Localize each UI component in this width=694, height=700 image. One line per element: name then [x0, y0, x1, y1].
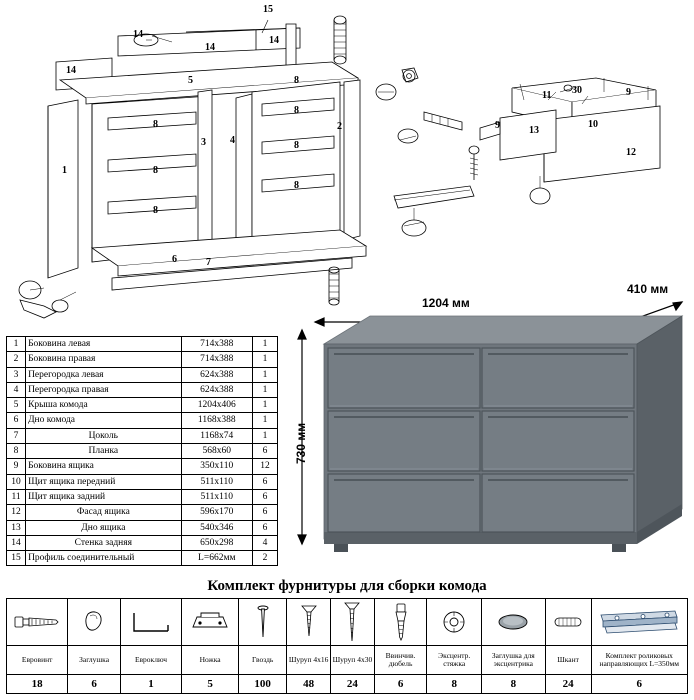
part-dimension: 624х388 [181, 382, 252, 397]
part-name: Дно ящика [26, 520, 182, 535]
exploded-label: 1 [62, 165, 67, 176]
table-row [7, 489, 278, 504]
exploded-label: 8 [153, 165, 158, 176]
hardware-name: Евровинт [7, 646, 68, 675]
part-dimension: 596х170 [181, 505, 252, 520]
part-name: Фасад ящика [26, 505, 182, 520]
nail-icon [239, 599, 287, 646]
exploded-label: 8 [294, 75, 299, 86]
part-quantity: 4 [252, 535, 277, 550]
dresser-svg [282, 286, 692, 576]
hardware-name: Шкант [545, 646, 591, 675]
exploded-label: 8 [294, 140, 299, 151]
cap-icon-svg [79, 607, 109, 637]
part-quantity: 12 [252, 459, 277, 474]
part-name: Боковина правая [26, 352, 182, 367]
hardware-count: 1 [120, 675, 181, 694]
part-dimension: 624х388 [181, 367, 252, 382]
foot-icon-svg [187, 607, 233, 637]
hardware-name: Шуруп 4х30 [331, 646, 375, 675]
exploded-diagram [0, 0, 694, 330]
screw-4x30-icon [331, 599, 375, 646]
part-dimension: 511х110 [181, 474, 252, 489]
hardware-count: 6 [68, 675, 121, 694]
part-number: 5 [7, 398, 26, 413]
cam-cap-icon-svg [494, 609, 532, 635]
exploded-diagram-svg [0, 0, 694, 330]
slide-rail-icon [591, 599, 687, 646]
euro-screw-icon [7, 599, 68, 646]
exploded-label: 8 [153, 119, 158, 130]
exploded-label: 9 [626, 87, 631, 98]
hardware-count: 8 [482, 675, 546, 694]
cam-lock-icon [427, 599, 482, 646]
wooden-dowel-icon-svg [549, 611, 587, 633]
hardware-name: Ввинчив. дюбель [374, 646, 427, 675]
exploded-label: 13 [529, 125, 539, 136]
hardware-count: 8 [427, 675, 482, 694]
nail-icon-svg [253, 603, 273, 641]
part-number: 8 [7, 444, 26, 459]
hardware-count: 18 [7, 675, 68, 694]
table-row [7, 337, 278, 352]
parts-table [6, 336, 278, 566]
part-dimension: 714х388 [181, 337, 252, 352]
table-row [7, 352, 278, 367]
table-row [7, 505, 278, 520]
part-quantity: 6 [252, 474, 277, 489]
part-name: Стенка задняя [26, 535, 182, 550]
table-row [7, 367, 278, 382]
hardware-name: Шуруп 4х16 [287, 646, 331, 675]
width-dimension-label: 1204 мм [422, 296, 470, 310]
hardware-count: 24 [331, 675, 375, 694]
part-quantity: 1 [252, 398, 277, 413]
part-number: 14 [7, 535, 26, 550]
part-quantity: 6 [252, 505, 277, 520]
part-number: 11 [7, 489, 26, 504]
part-dimension: 540х346 [181, 520, 252, 535]
part-number: 10 [7, 474, 26, 489]
table-row [7, 459, 278, 474]
part-dimension: 1204х406 [181, 398, 252, 413]
exploded-label: 8 [153, 205, 158, 216]
part-number: 9 [7, 459, 26, 474]
hardware-name: Заглушка [68, 646, 121, 675]
finished-product-view [282, 282, 692, 576]
part-number: 13 [7, 520, 26, 535]
part-name: Планка [26, 444, 182, 459]
exploded-label: 15 [263, 4, 273, 15]
screw-4x30-icon-svg [341, 600, 363, 644]
exploded-label: 11 [542, 90, 552, 101]
exploded-label: 10 [588, 119, 598, 130]
exploded-label: 8 [294, 180, 299, 191]
euro-key-icon-svg [126, 607, 176, 637]
slide-rail-icon-svg [597, 605, 681, 639]
part-quantity: 2 [252, 551, 277, 566]
part-number: 2 [7, 352, 26, 367]
cam-cap-icon [482, 599, 546, 646]
table-row [7, 551, 278, 566]
table-row [7, 382, 278, 397]
dowel-icon [374, 599, 427, 646]
foot-icon [182, 599, 239, 646]
dresser-body [324, 316, 682, 552]
part-quantity: 1 [252, 352, 277, 367]
part-dimension: L=662мм [181, 551, 252, 566]
part-dimension: 714х388 [181, 352, 252, 367]
part-quantity: 1 [252, 382, 277, 397]
part-number: 7 [7, 428, 26, 443]
table-row [7, 474, 278, 489]
exploded-label: 14 [205, 42, 215, 53]
part-name: Боковина левая [26, 337, 182, 352]
part-quantity: 1 [252, 367, 277, 382]
hardware-name: Заглушка для эксцентрика [482, 646, 546, 675]
table-row [7, 428, 278, 443]
exploded-label: 12 [626, 147, 636, 158]
part-quantity: 6 [252, 489, 277, 504]
part-name: Щит ящика передний [26, 474, 182, 489]
hardware-name: Комплект роликовых направляющих L=350мм [591, 646, 687, 675]
part-number: 15 [7, 551, 26, 566]
hardware-count: 48 [287, 675, 331, 694]
hardware-section-title: Комплект фурнитуры для сборки комода [207, 578, 487, 594]
part-name: Щит ящика задний [26, 489, 182, 504]
part-name: Цоколь [26, 428, 182, 443]
part-quantity: 1 [252, 337, 277, 352]
hardware-name: Евроключ [120, 646, 181, 675]
part-number: 3 [7, 367, 26, 382]
hardware-count: 6 [591, 675, 687, 694]
exploded-label: 9 [495, 120, 500, 131]
hardware-icons-row [7, 599, 688, 646]
part-dimension: 1168х388 [181, 413, 252, 428]
euro-screw-icon-svg [12, 607, 62, 637]
hardware-count: 5 [182, 675, 239, 694]
part-name: Профиль соединительный [26, 551, 182, 566]
table-row [7, 398, 278, 413]
part-number: 12 [7, 505, 26, 520]
part-name: Перегородка левая [26, 367, 182, 382]
exploded-label: 6 [172, 254, 177, 265]
euro-key-icon [120, 599, 181, 646]
exploded-label: 3 [201, 137, 206, 148]
screw-4x16-icon-svg [298, 602, 320, 642]
hardware-counts-row [7, 675, 688, 694]
hardware-count: 100 [239, 675, 287, 694]
exploded-label: 14 [269, 35, 279, 46]
exploded-label: 2 [337, 121, 342, 132]
cam-lock-icon-svg [437, 605, 471, 639]
part-quantity: 6 [252, 444, 277, 459]
parts-table-body [7, 337, 278, 566]
exploded-label: 8 [294, 105, 299, 116]
height-dimension-label: 730 мм [294, 422, 308, 464]
part-name: Перегородка правая [26, 382, 182, 397]
part-number: 1 [7, 337, 26, 352]
hardware-count: 24 [545, 675, 591, 694]
depth-dimension-label: 410 мм [627, 282, 669, 296]
hardware-table [6, 598, 688, 694]
hardware-count: 6 [374, 675, 427, 694]
exploded-label: 14 [133, 29, 143, 40]
hardware-names-row [7, 646, 688, 675]
hardware-name: Ножка [182, 646, 239, 675]
part-number: 6 [7, 413, 26, 428]
part-quantity: 6 [252, 520, 277, 535]
hardware-name: Эксцентр. стяжка [427, 646, 482, 675]
part-dimension: 1168х74 [181, 428, 252, 443]
part-quantity: 1 [252, 428, 277, 443]
exploded-label: 14 [66, 65, 76, 76]
table-row [7, 535, 278, 550]
exploded-label: 5 [188, 75, 193, 86]
part-dimension: 511х110 [181, 489, 252, 504]
table-row [7, 520, 278, 535]
part-dimension: 568х60 [181, 444, 252, 459]
part-dimension: 650х298 [181, 535, 252, 550]
dowel-icon-svg [388, 601, 414, 643]
part-number: 4 [7, 382, 26, 397]
cap-icon [68, 599, 121, 646]
part-dimension: 350х110 [181, 459, 252, 474]
part-name: Дно комода [26, 413, 182, 428]
part-name: Боковина ящика [26, 459, 182, 474]
wooden-dowel-icon [545, 599, 591, 646]
table-row [7, 444, 278, 459]
part-quantity: 1 [252, 413, 277, 428]
part-name: Крыша комода [26, 398, 182, 413]
screw-4x16-icon [287, 599, 331, 646]
exploded-label: 4 [230, 135, 235, 146]
table-row [7, 413, 278, 428]
exploded-label: 7 [206, 257, 211, 268]
exploded-label: 30 [572, 85, 582, 96]
hardware-name: Гвоздь [239, 646, 287, 675]
